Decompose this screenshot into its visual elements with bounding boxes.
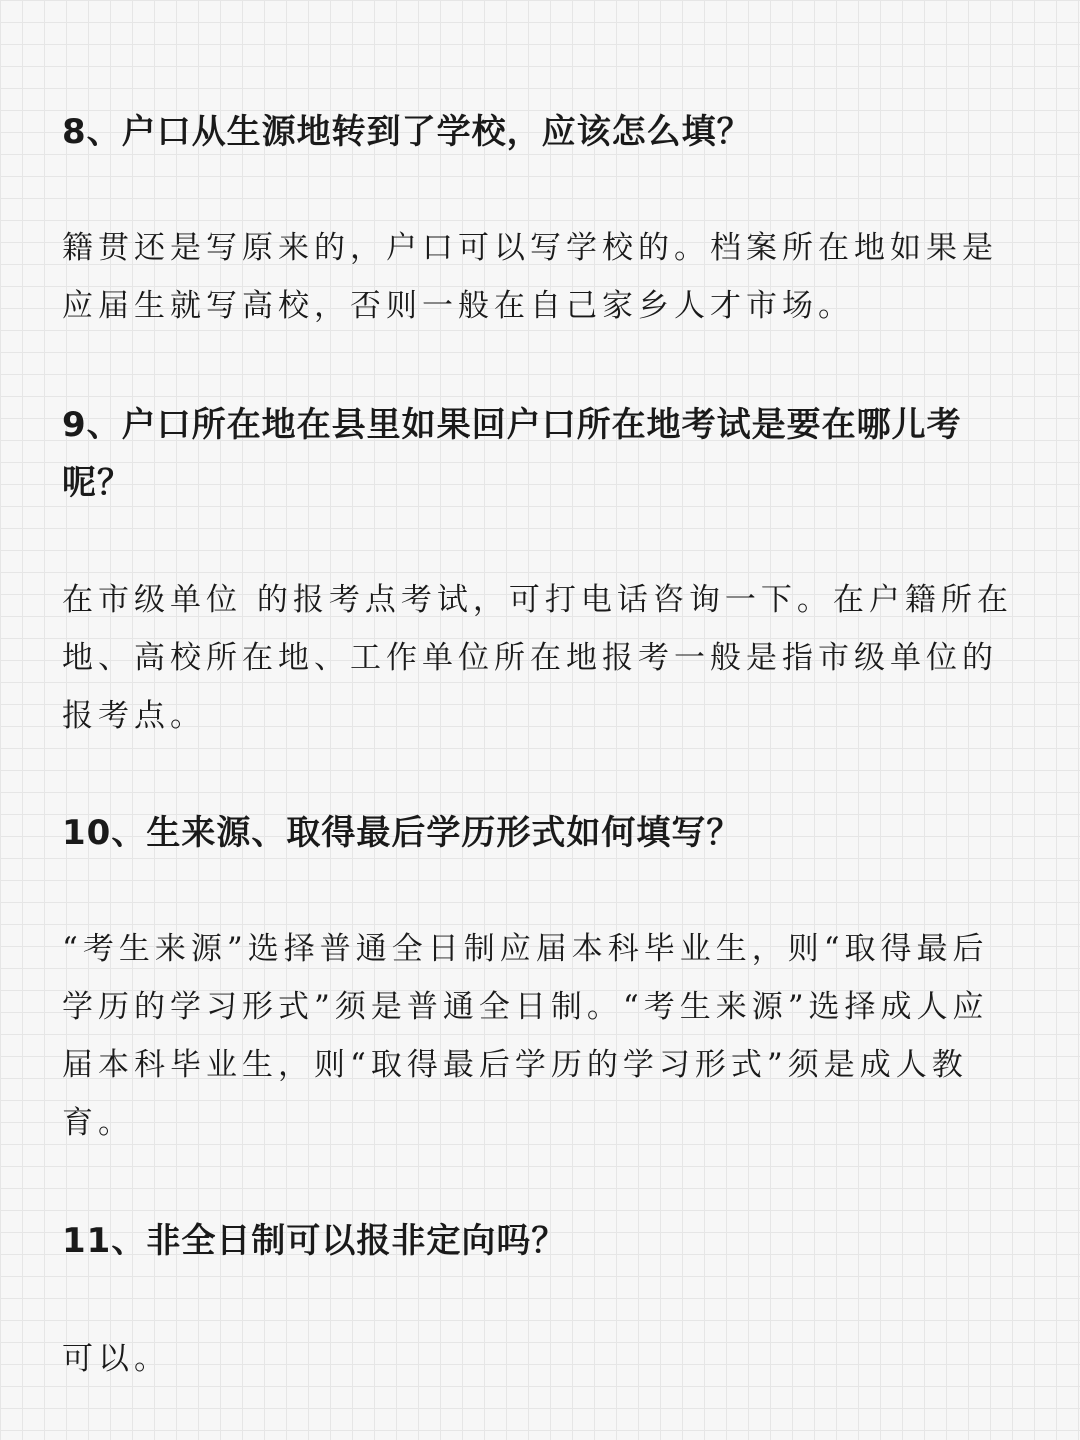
question-9: 9、户口所在地在县里如果回户口所在地考试是要在哪儿考呢？ <box>62 405 962 503</box>
question-11: 11、非全日制可以报非定向吗？ <box>62 1221 567 1261</box>
question-10: 10、生来源、取得最后学历形式如何填写？ <box>62 813 742 853</box>
answer-11: 可以。 <box>62 1341 170 1377</box>
answer-9: 在市级单位 的报考点考试，可打电话咨询一下。在户籍所在地、高校所在地、工作单位所在地报考一般是指市级单位的报考点。 <box>62 582 1013 734</box>
question-8: 8、户口从生源地转到了学校，应该怎么填？ <box>62 112 752 152</box>
answer-8: 籍贯还是写原来的，户口可以写学校的。档案所在地如果是应届生就写高校，否则一般在自己家乡人才市场。 <box>62 230 998 324</box>
answer-10: “考生来源”选择普通全日制应届本科毕业生，则“取得最后学历的学习形式”须是普通全日制。“考生来源”选择成人应届本科毕业生，则“取得最后学历的学习形式”须是成人教育。 <box>62 931 989 1141</box>
